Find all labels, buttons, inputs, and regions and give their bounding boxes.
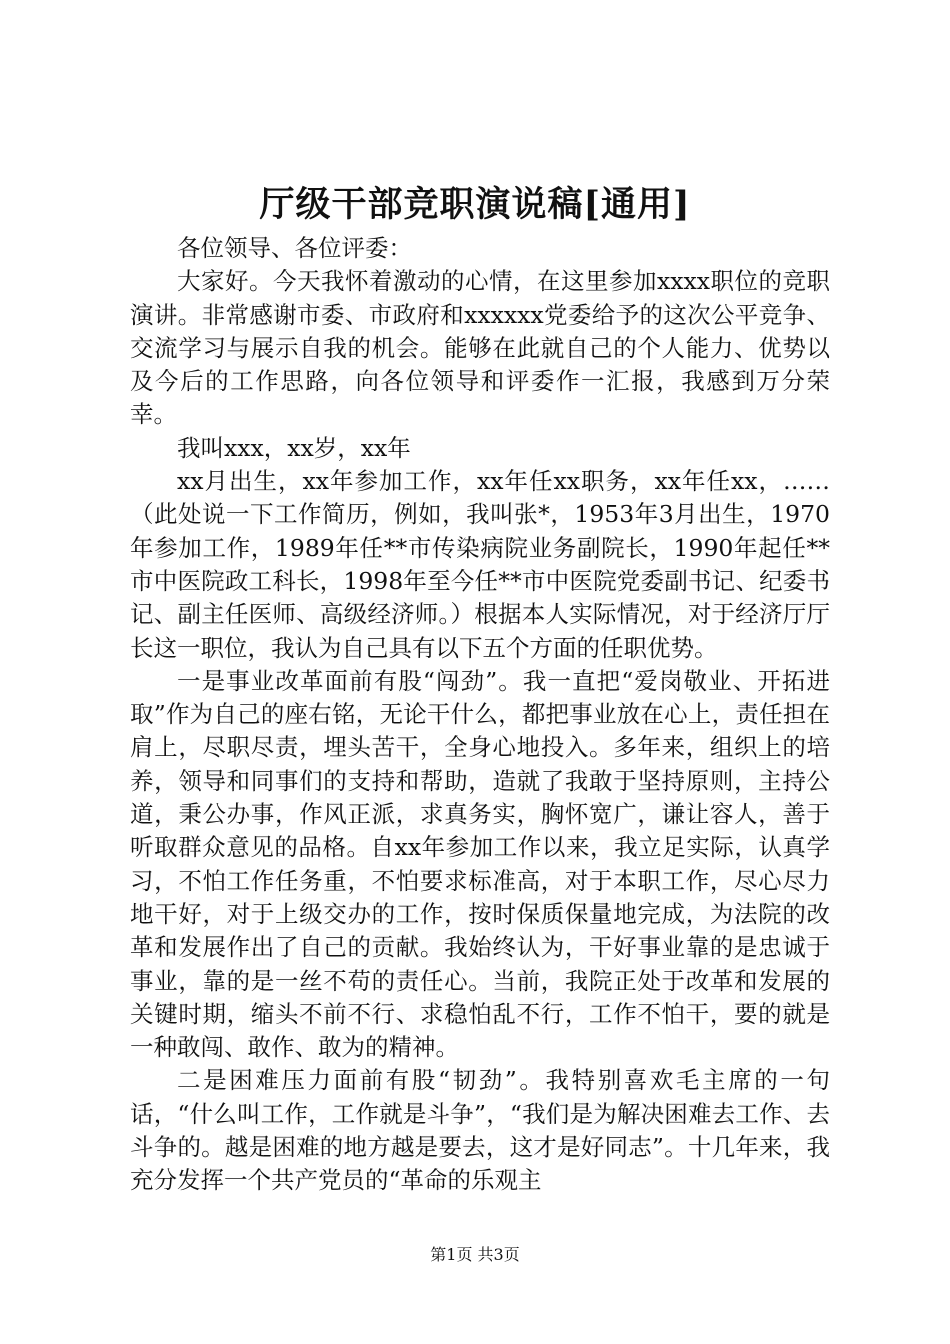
document-body: [130, 232, 830, 1198]
paragraph-advantage-one: 一是事业改革面前有股“闯劲”。我一直把“爱岗敬业、开拓进取”作为自己的座右铭，无论干什么，都把事业放在心上，责任担在肩上，尽职尽责，埋头苦干，全身心地投入。多年来，组织上的培养，领导和同事们的支持和帮助，造就了我敢于坚持原则，主持公道，秉公办事，作风正派，求真务实，胸怀宽广，谦让容人，善于听取群众意见的品格。自xx年参加工作以来，我立足实际，认真学习，不怕工作任务重，不怕要求标准高，对于本职工作，尽心尽力地干好，对于上级交办的工作，按时保质保量地完成，为法院的改革和发展作出了自己的贡献。我始终认为，干好事业靠的是忠诚于事业，靠的是一丝不苟的责任心。当前，我院正处于改革和发展的关键时期，缩头不前不行、求稳怕乱不行，工作不怕干，要的就是一种敢闯、敢作、敢为的精神。: [130, 666, 830, 1062]
document-title: 厅级干部竞职演说稿[通用]: [259, 184, 691, 225]
paragraph-greeting: 大家好。今天我怀着激动的心情，在这里参加xxxx职位的竞职演讲。非常感谢市委、市政府和xxxxxx党委给予的这次公平竞争、交流学习与展示自我的机会。能够在此就自己的个人能力、优势以及今后的工作思路，向各位领导和评委作一汇报，我感到万分荣幸。: [130, 267, 830, 429]
paragraph-salutation: 各位领导、各位评委：: [177, 234, 412, 262]
paragraph-name-intro: 我叫xxx，xx岁，xx年: [177, 433, 411, 462]
page-number-footer: 第1页 共3页: [430, 1245, 520, 1264]
paragraph-resume: xx月出生，xx年参加工作，xx年任xx职务，xx年任xx，……（此处说一下工作简历，例如，我叫张*，1953年3月出生，1970年参加工作，1989年任**市传染病院业务副院长，1990年起任**市中医院政工科长，1998年至今任**市中医院党委副书记、纪委书记、副主任医师、高级经济师。）根据本人实际情况，对于经济厅厅长这一职位，我认为自己具有以下五个方面的任职优势。: [130, 467, 830, 662]
paragraph-advantage-two: 二是困难压力面前有股“韧劲”。我特别喜欢毛主席的一句话，“什么叫工作，工作就是斗争”，“我们是为解决困难去工作、去斗争的。越是困难的地方越是要去，这才是好同志”。十几年来，我充分发挥一个共产党员的“革命的乐观主: [130, 1066, 830, 1195]
